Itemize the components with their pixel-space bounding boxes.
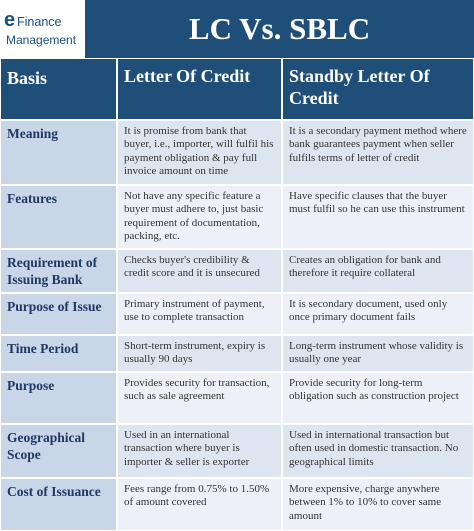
row-sblc: Provide security for long-term obligation such as construction project xyxy=(282,372,474,424)
row-basis: Purpose xyxy=(0,372,117,424)
table-row xyxy=(0,372,474,424)
row-lc: It is promise from bank that buyer, i.e., importer, will fulfil his payment obligation & pay full invoice amount on time xyxy=(117,120,282,185)
row-lc: Provides security for transaction, such as sale agreement xyxy=(117,372,282,424)
row-sblc: Used in international transaction but often used in domestic transaction. No geographical limits xyxy=(282,424,474,478)
row-basis: Meaning xyxy=(0,120,117,185)
row-sblc: Long-term instrument whose validity is usually one year xyxy=(282,335,474,372)
table-row xyxy=(0,120,474,185)
column-header-lc: Letter Of Credit xyxy=(117,58,282,120)
row-sblc: It is a secondary payment method where bank guarantees payment when seller fulfils terms of letter of credit xyxy=(282,120,474,185)
table-header-row xyxy=(0,58,474,120)
table-row xyxy=(0,478,474,531)
table-row xyxy=(0,335,474,372)
row-sblc: More expensive, charge anywhere between 1% to 10% to cover same amount xyxy=(282,478,474,531)
row-basis: Features xyxy=(0,185,117,249)
logo-text-finance: Finance xyxy=(17,15,62,29)
header xyxy=(0,0,474,58)
table-row xyxy=(0,249,474,293)
comparison-table xyxy=(0,58,474,531)
table-row xyxy=(0,293,474,335)
logo-letter: e xyxy=(4,9,16,31)
logo-text-management: Management xyxy=(6,33,77,47)
table-row xyxy=(0,185,474,249)
row-sblc: It is secondary document, used only once primary document fails xyxy=(282,293,474,335)
row-basis: Cost of Issuance xyxy=(0,478,117,531)
logo xyxy=(0,0,85,58)
row-basis: Geographical Scope xyxy=(0,424,117,478)
row-lc: Short-term instrument, expiry is usually 90 days xyxy=(117,335,282,372)
page-title: LC Vs. SBLC xyxy=(85,0,474,58)
row-lc: Used in an international transaction where buyer is importer & seller is exporter xyxy=(117,424,282,478)
row-lc: Fees range from 0.75% to 1.50% of amount covered xyxy=(117,478,282,531)
row-sblc: Creates an obligation for bank and therefore it require collateral xyxy=(282,249,474,293)
table-row xyxy=(0,424,474,478)
row-lc: Primary instrument of payment, use to complete transaction xyxy=(117,293,282,335)
row-basis: Requirement of Issuing Bank xyxy=(0,249,117,293)
column-header-basis: Basis xyxy=(0,58,117,120)
row-basis: Purpose of Issue xyxy=(0,293,117,335)
row-sblc: Have specific clauses that the buyer must fulfil so he can use this instrument xyxy=(282,185,474,249)
row-lc: Checks buyer's credibility & credit score and it is unsecured xyxy=(117,249,282,293)
row-lc: Not have any specific feature a buyer must adhere to, just basic requirement of documentation, packing, etc. xyxy=(117,185,282,249)
row-basis: Time Period xyxy=(0,335,117,372)
column-header-sblc: Standby Letter Of Credit xyxy=(282,58,474,120)
